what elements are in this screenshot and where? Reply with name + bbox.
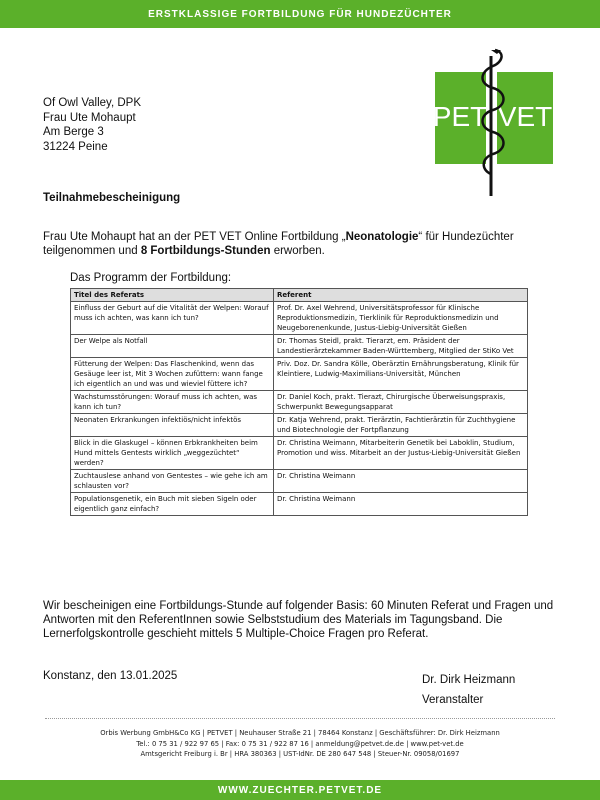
talk-title-cell: Einfluss der Geburt auf die Vitalität der Welpen: Worauf muss ich achten, was kann ich tun?	[71, 302, 274, 335]
program-table	[70, 288, 528, 516]
address-line: 31224 Peine	[43, 140, 108, 153]
column-header-title: Titel des Referats	[71, 289, 274, 302]
address-line: Am Berge 3	[43, 126, 104, 138]
speaker-cell: Dr. Thomas Steidl, prakt. Tierarzt, em. Präsident der Landestierärztekammer Baden-Württemberg, Mitglied der StiKo Vet	[274, 335, 528, 358]
table-header-row	[71, 289, 528, 302]
place-date: Konstanz, den 13.01.2025	[43, 670, 178, 682]
talk-title-cell: Populationsgenetik, ein Buch mit sieben Sigeln oder eigentlich ganz einfach?	[71, 493, 274, 516]
talk-title-cell: Fütterung der Welpen: Das Flaschenkind, wenn das Gesäuge leer ist, Mit 3 Wochen zufüttern: wann fange ich eigentlich an und was und wieviel füttere ich?	[71, 358, 274, 391]
speaker-cell: Prof. Dr. Axel Wehrend, Universitätsprofessor für Klinische Reproduktionsmedizin, Tierklinik für Reproduktionsmedizin und Neugeborenenkunde, Justus-Liebig-Universität Gießen	[274, 302, 528, 335]
document-heading: Teilnahmebescheinigung	[43, 192, 181, 204]
address-line: Of Owl Valley, DPK	[43, 97, 141, 109]
table-row	[71, 493, 528, 516]
bottom-banner	[0, 780, 600, 800]
logo-right-text: VET	[497, 101, 553, 132]
column-header-speaker: Referent	[274, 289, 528, 302]
talk-title-cell: Zuchtauslese anhand von Gentestes – wie gehe ich am schlausten vor?	[71, 470, 274, 493]
signer-name: Dr. Dirk Heizmann	[422, 674, 516, 686]
signature-block	[422, 670, 515, 710]
table-row	[71, 391, 528, 414]
table-row	[71, 437, 528, 470]
program-title: Das Programm der Fortbildung:	[70, 272, 232, 284]
table-row	[71, 302, 528, 335]
logo-left-text: PET	[435, 101, 488, 132]
talk-title-cell: Der Welpe als Notfall	[71, 335, 274, 358]
footer-line: Tel.: 0 75 31 / 922 97 65 | Fax: 0 75 31 / 922 87 16 | anmeldung@petvet.de.de | www.pet-vet.de	[136, 739, 464, 748]
table-row	[71, 414, 528, 437]
footer-line: Orbis Werbung GmbH&Co KG | PETVET | Neuhauser Straße 21 | 78464 Konstanz | Geschäftsführer: Dr. Dirk Heizmann	[100, 729, 500, 737]
petvet-logo	[435, 46, 553, 198]
company-footer	[0, 728, 600, 760]
table-row	[71, 335, 528, 358]
talk-title-cell: Wachstumsstörungen: Worauf muss ich achten, was kann ich tun?	[71, 391, 274, 414]
table-row	[71, 358, 528, 391]
top-banner	[0, 0, 600, 28]
footer-divider	[45, 718, 555, 719]
address-line: Frau Ute Mohaupt	[43, 111, 136, 124]
footer-line: Amtsgericht Freiburg i. Br | HRA 380363 | UST-IdNr. DE 280 647 548 | Steuer-Nr. 09058/01697	[140, 750, 460, 758]
speaker-cell: Dr. Katja Wehrend, prakt. Tierärztin, Fachtierärztin für Zuchthygiene und Biotechnologie der Fortpflanzung	[274, 414, 528, 437]
table-row	[71, 470, 528, 493]
top-banner-text: ERSTKLASSIGE FORTBILDUNG FÜR HUNDEZÜCHTER	[148, 8, 452, 20]
talk-title-cell: Neonaten Erkrankungen infektiös/nicht infektös	[71, 414, 274, 437]
intro-text: erworben.	[270, 245, 325, 257]
recipient-address	[43, 96, 141, 154]
speaker-cell: Dr. Christina Weimann	[274, 493, 528, 516]
intro-paragraph	[43, 230, 553, 258]
signer-role: Veranstalter	[422, 694, 484, 706]
course-topic: Neonatologie	[345, 231, 419, 243]
talk-title-cell: Blick in die Glaskugel – können Erbkrankheiten beim Hund mittels Gentests wirklich „weggezüchtet“ werden?	[71, 437, 274, 470]
intro-text: “ für Hundezüchter teilgenommen und	[43, 231, 514, 257]
website-link[interactable]: WWW.ZUECHTER.PETVET.DE	[217, 784, 383, 796]
intro-text: Frau Ute Mohaupt hat an der PET VET Online Fortbildung „	[43, 231, 346, 243]
earned-hours: 8 Fortbildungs-Stunden	[140, 245, 271, 257]
speaker-cell: Dr. Daniel Koch, prakt. Tierazt, Chirurgische Überweisungspraxis, Schwerpunkt Bewegungsapparat	[274, 391, 528, 414]
speaker-cell: Dr. Christina Weimann, Mitarbeiterin Genetik bei Laboklin, Studium, Promotion und wiss. Mitarbeit an der Justus-Liebig-Universität Gießen	[274, 437, 528, 470]
speaker-cell: Dr. Christina Weimann	[274, 470, 528, 493]
speaker-cell: Priv. Doz. Dr. Sandra Kölle, Oberärztin Ernährungsberatung, Klinik für Kleintiere, Ludwig-Maximilians-Universität, München	[274, 358, 528, 391]
basis-paragraph: Wir bescheinigen eine Fortbildungs-Stunde auf folgender Basis: 60 Minuten Referat und Fragen und Antworten mit den ReferentInnen sowie Selbststudium des Materials im Tagungsband. Die Lernerfolgskontrolle geschieht mittels 5 Multiple-Choice Fragen pro Referat.	[43, 600, 554, 640]
